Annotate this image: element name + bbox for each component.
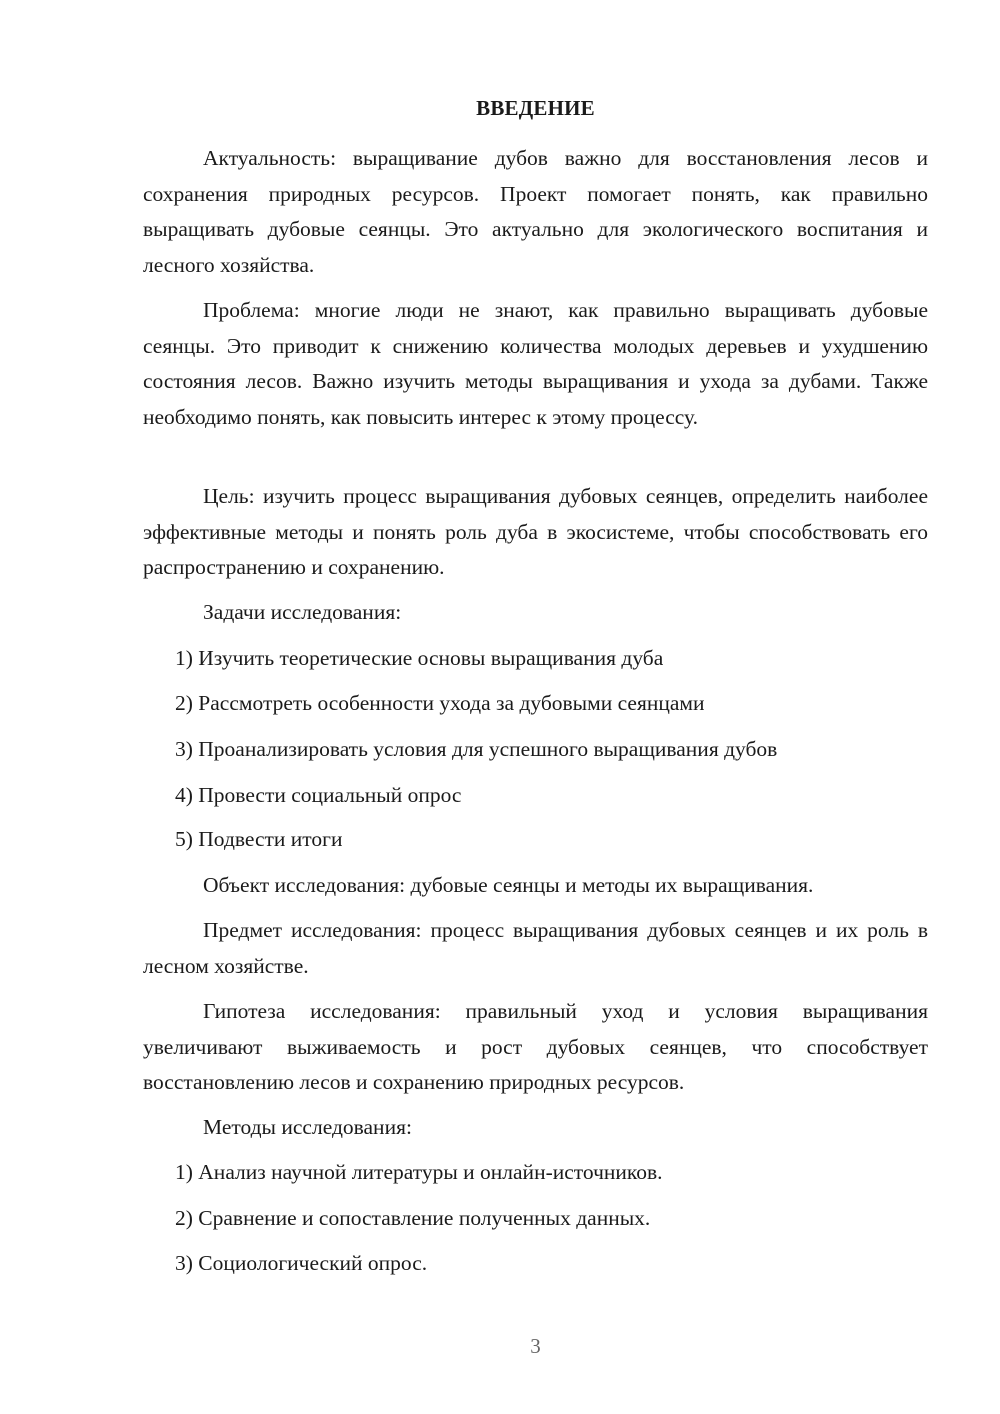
task-item-5: 5) Подвести итоги bbox=[175, 827, 343, 851]
page-number: 3 bbox=[530, 1334, 541, 1358]
relevance-paragraph: Актуальность: выращивание дубов важно для восстановления лесов и сохранения природных ресурсов. Проект помогает понять, как правильно выращивать дубовые сеянцы. Это актуально для экологического воспитания и лесного хозяйства. bbox=[143, 146, 928, 277]
document-page bbox=[143, 0, 928, 1414]
method-item-2: 2) Сравнение и сопоставление полученных данных. bbox=[175, 1206, 651, 1230]
tasks-title: Задачи исследования: bbox=[203, 600, 402, 624]
object-paragraph: Объект исследования: дубовые сеянцы и методы их выращивания. bbox=[203, 873, 814, 897]
method-item-3: 3) Социологический опрос. bbox=[175, 1251, 428, 1275]
method-item-1: 1) Анализ научной литературы и онлайн-источников. bbox=[175, 1160, 663, 1184]
hypothesis-paragraph: Гипотеза исследования: правильный уход и условия выращивания увеличивают выживаемость и рост дубовых сеянцев, что способствует восстановлению лесов и сохранению природных ресурсов. bbox=[143, 999, 928, 1094]
task-item-3: 3) Проанализировать условия для успешного выращивания дубов bbox=[175, 737, 778, 761]
methods-title: Методы исследования: bbox=[203, 1115, 412, 1139]
section-heading: ВВЕДЕНИЕ bbox=[476, 96, 595, 120]
subject-paragraph: Предмет исследования: процесс выращивания дубовых сеянцев и их роль в лесном хозяйстве. bbox=[143, 918, 928, 978]
task-item-1: 1) Изучить теоретические основы выращивания дуба bbox=[175, 646, 664, 670]
task-item-4: 4) Провести социальный опрос bbox=[175, 783, 462, 807]
problem-paragraph: Проблема: многие люди не знают, как правильно выращивать дубовые сеянцы. Это приводит к снижению количества молодых деревьев и ухудшению состояния лесов. Важно изучить методы выращивания и ухода за дубами. Также необходимо понять, как повысить интерес к этому процессу. bbox=[143, 298, 928, 429]
goal-paragraph: Цель: изучить процесс выращивания дубовых сеянцев, определить наиболее эффективные методы и понять роль дуба в экосистеме, чтобы способствовать его распространению и сохранению. bbox=[143, 484, 928, 579]
task-item-2: 2) Рассмотреть особенности ухода за дубовыми сеянцами bbox=[175, 691, 705, 715]
